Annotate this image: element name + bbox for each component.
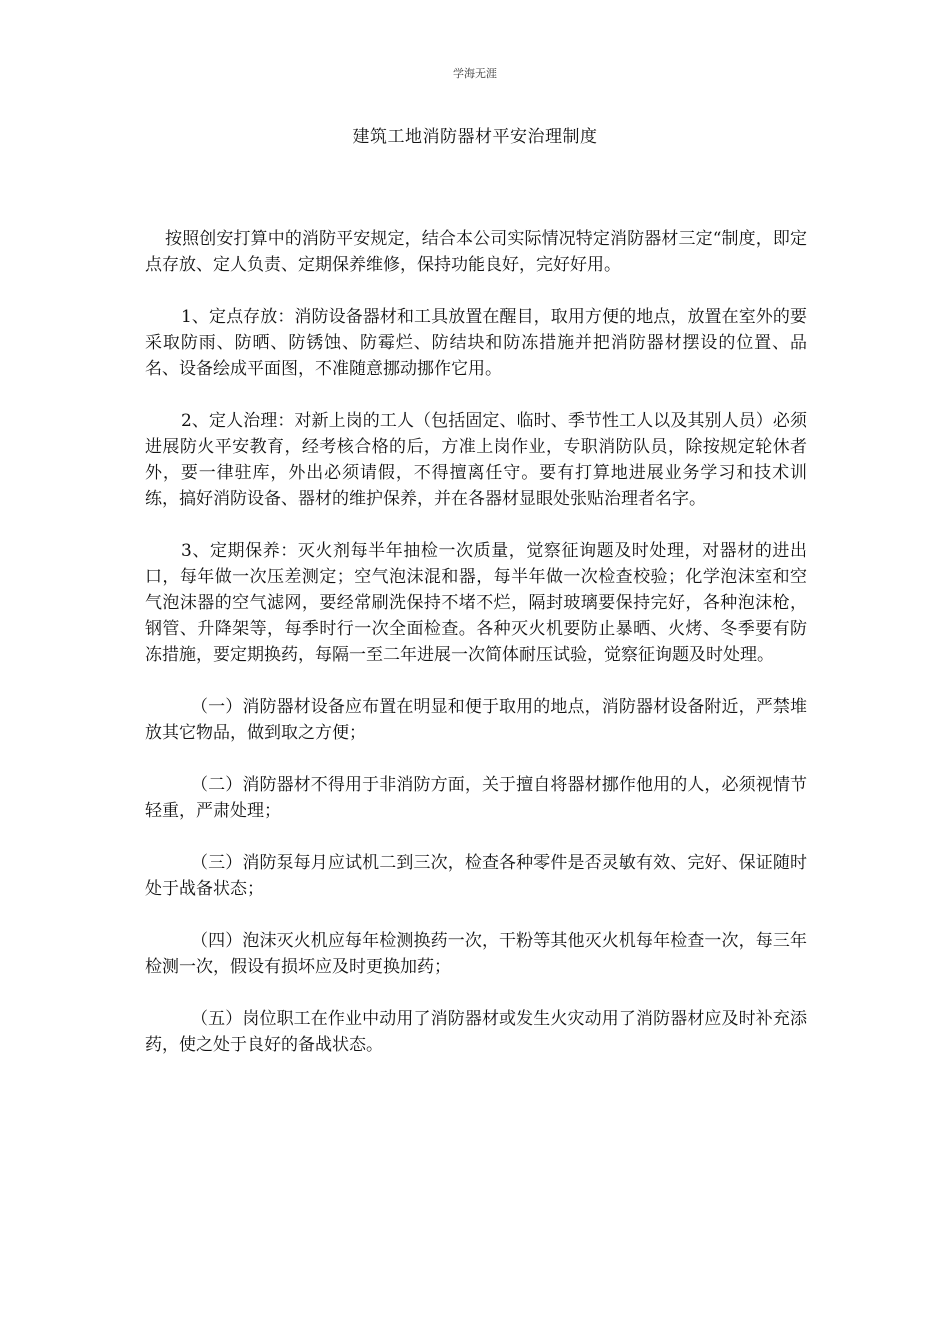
paragraph-assigned-personnel: 2、定人治理：对新上岗的工人（包括固定、临时、季节性工人以及其别人员）必须进展防火平安教育，经考核合格的后，方准上岗作业，专职消防队员，除按规定轮休者外，要一律驻库，外出必须请假，不得擅离任守。要有打算地进展业务学习和技术训练，搞好消防设备、器材的维护保养，并在各器材显眼处张贴治理者名字。 — [145, 411, 807, 509]
paragraph-item-4: （四）泡沫灭火机应每年检测换药一次，干粉等其他灭火机每年检查一次，每三年检测一次，假设有损坏应及时更换加药； — [145, 931, 807, 977]
intro-paragraph: 按照创安打算中的消防平安规定，结合本公司实际情况特定消防器材三定“制度，即定点存放、定人负责、定期保养维修，保持功能良好，完好好用。 — [145, 229, 807, 275]
document-body — [145, 226, 807, 1084]
paragraph-item-1: （一）消防器材设备应布置在明显和便于取用的地点，消防器材设备附近，严禁堆放其它物品，做到取之方便； — [145, 697, 807, 743]
paragraph-fixed-location: 1、定点存放：消防设备器材和工具放置在醒目，取用方便的地点，放置在室外的要采取防雨、防晒、防锈蚀、防霉烂、防结块和防冻措施并把消防器材摆设的位置、品名、设备绘成平面图，不准随意挪动挪作它用。 — [145, 307, 807, 379]
paragraph-item-2: （二）消防器材不得用于非消防方面，关于擅自将器材挪作他用的人，必须视情节轻重，严肃处理； — [145, 775, 807, 821]
page-header: 学海无涯 — [453, 67, 497, 80]
paragraph-item-3: （三）消防泵每月应试机二到三次，检查各种零件是否灵敏有效、完好、保证随时处于战备状态； — [145, 853, 807, 899]
document-title: 建筑工地消防器材平安治理制度 — [352, 127, 598, 147]
paragraph-item-5: （五）岗位职工在作业中动用了消防器材或发生火灾动用了消防器材应及时补充添药，使之处于良好的备战状态。 — [145, 1009, 807, 1055]
paragraph-regular-maintenance: 3、定期保养：灭火剂每半年抽检一次质量，觉察征询题及时处理，对器材的进出口，每年做一次压差测定；空气泡沫混和器，每半年做一次检查校验；化学泡沫室和空气泡沫器的空气滤网，要经常刷洗保持不堵不烂，隔封玻璃要保持完好，各种泡沫枪，钢管、升降架等，每季时行一次全面检查。各种灭火机要防止暴晒、火烤、冬季要有防冻措施，要定期换药，每隔一至二年进展一次简体耐压试验，觉察征询题及时处理。 — [145, 541, 807, 665]
